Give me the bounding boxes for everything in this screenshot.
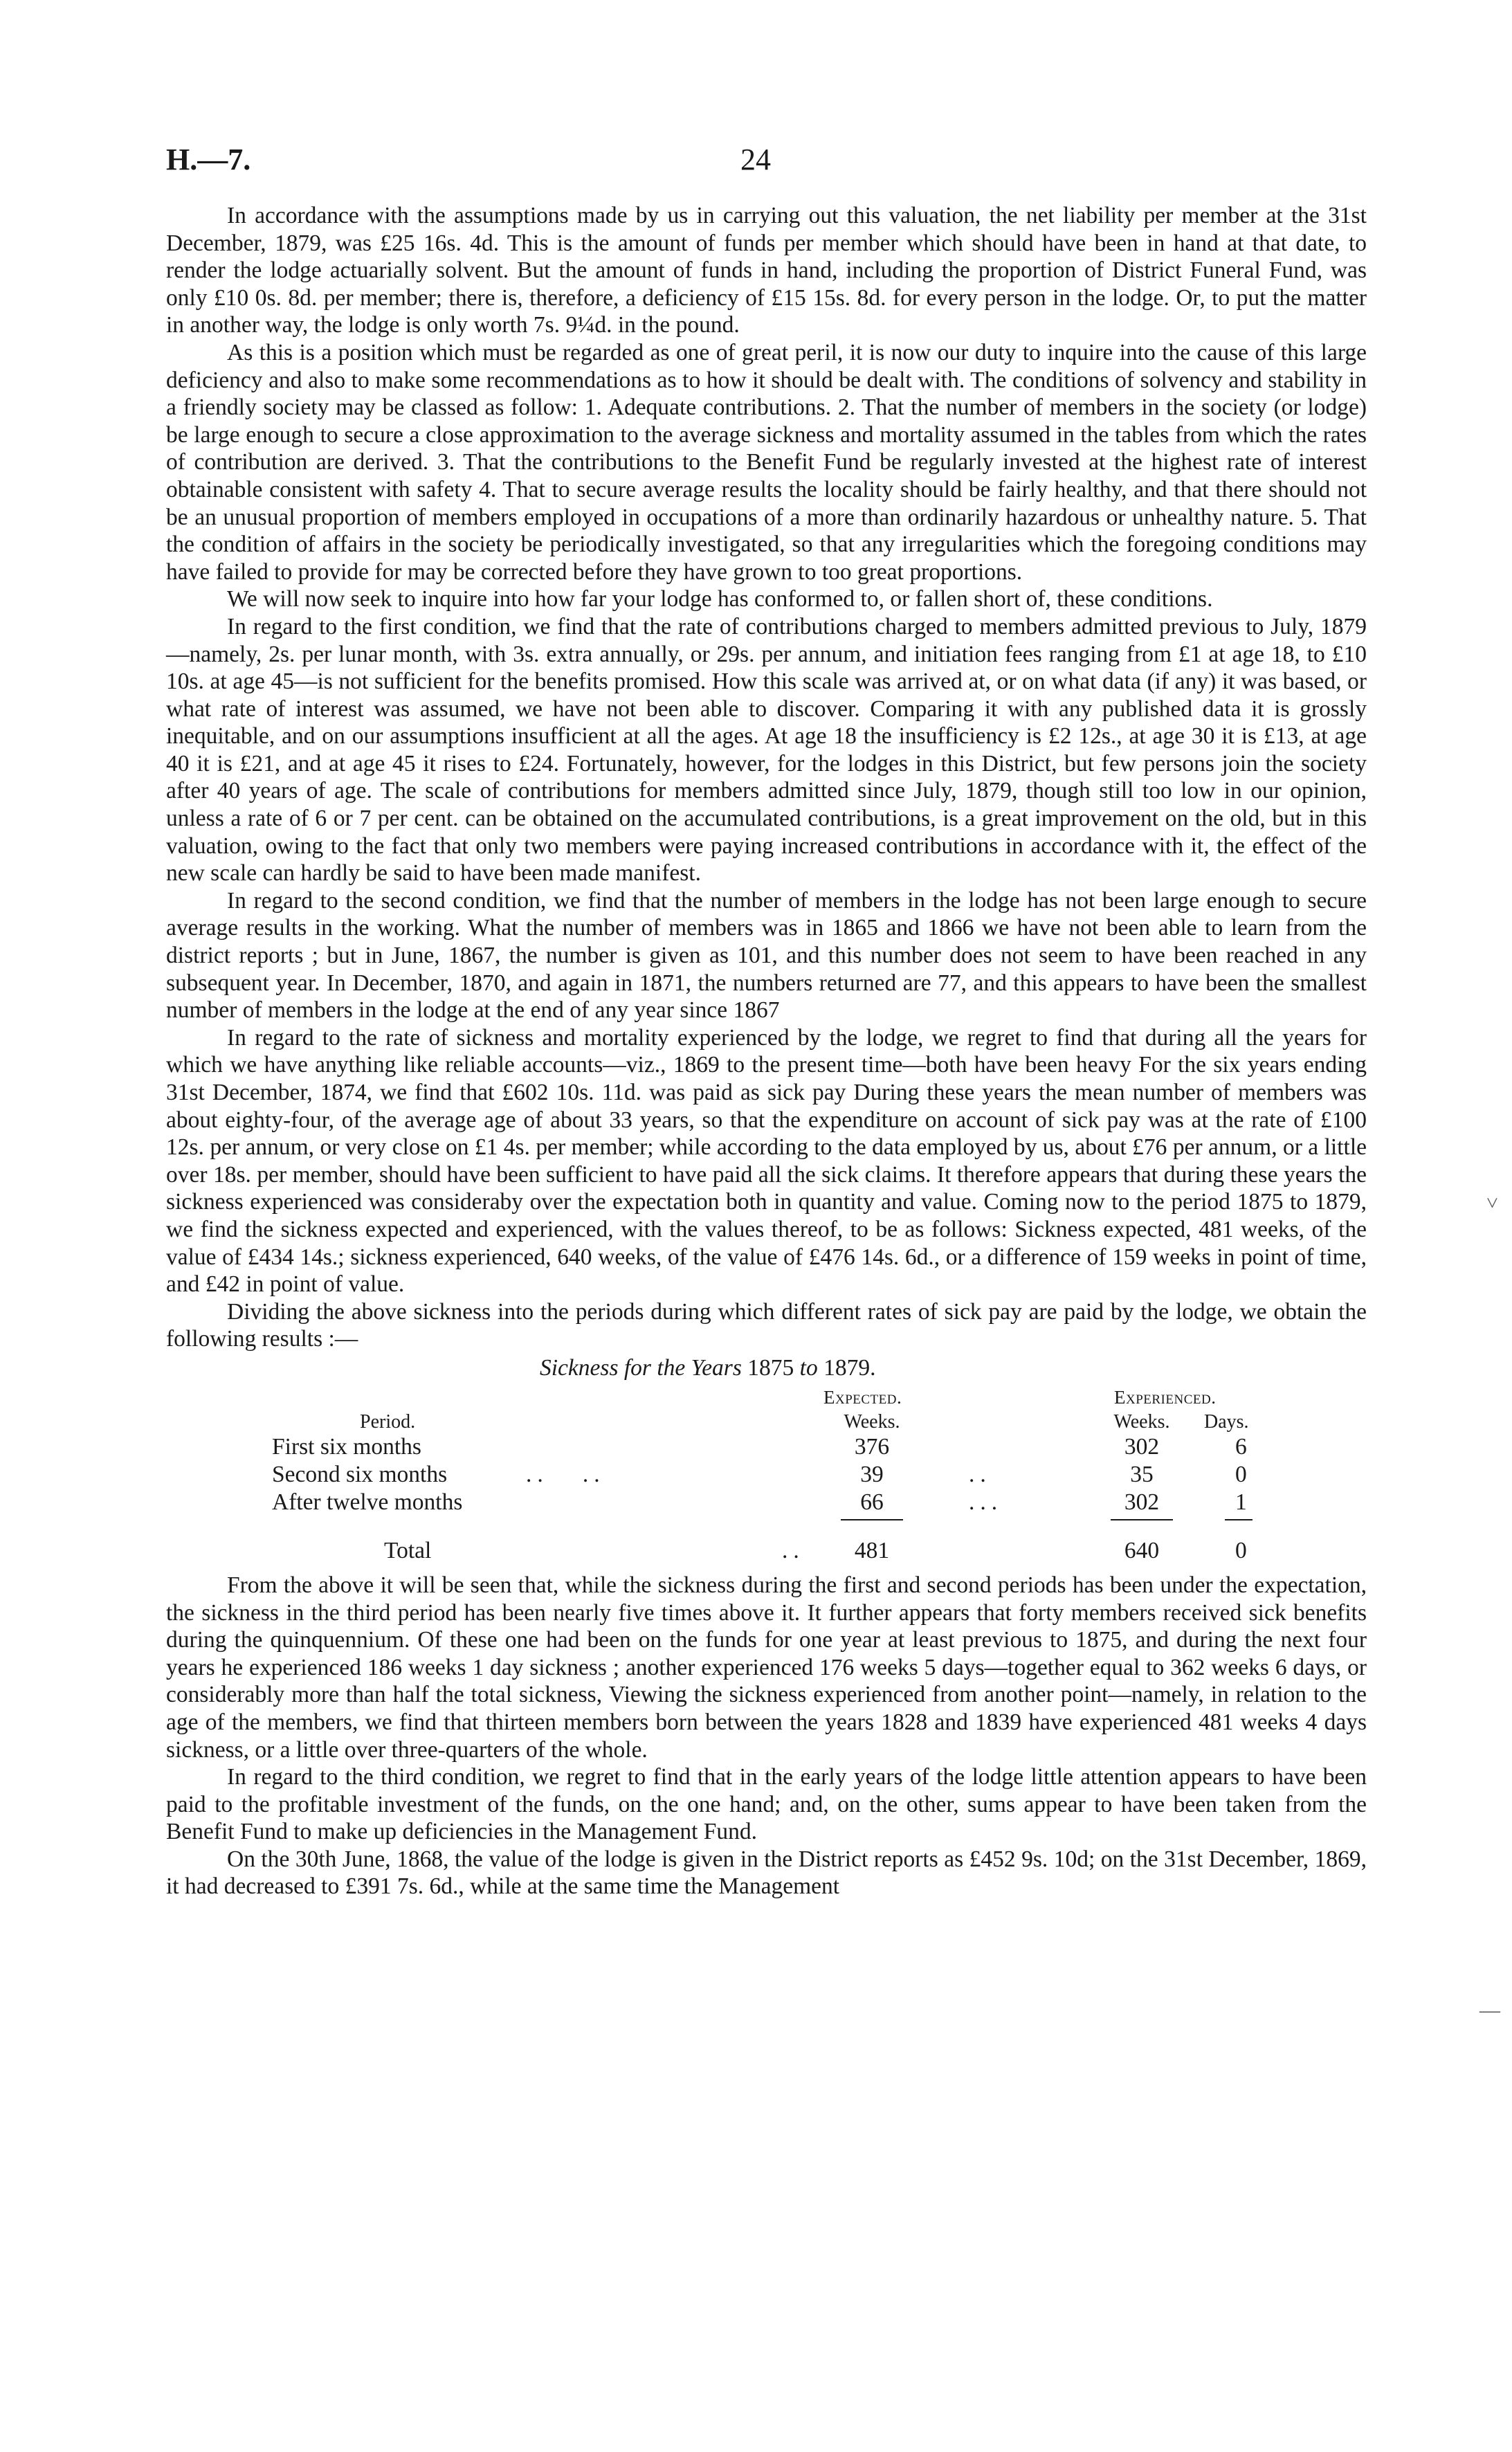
paragraph-lodge-value: On the 30th June, 1868, the value of the lodge is given in the District reports as £452 9s. 10d; on the 31st December, 1869, it had decreased to £391 7s. 6d., while at the same time the Management [166,1846,1367,1900]
total-experienced-days: 0 [1235,1537,1247,1563]
page-header [166,142,1356,183]
total-rule [1225,1519,1253,1520]
total-rule [841,1519,903,1520]
expected-weeks-heading: Weeks. [844,1410,900,1433]
leader-dots: .. .. [526,1461,605,1487]
row-expected-weeks: 376 [854,1433,890,1460]
row-experienced-weeks: 35 [1130,1461,1154,1487]
table-caption-prefix: Sickness for the Years [540,1354,742,1381]
row-period: After twelve months [272,1489,463,1515]
total-label: Total [384,1537,432,1563]
row-experienced-weeks: 302 [1124,1433,1160,1460]
page-code: H.—7. [166,143,251,176]
paragraph-sickness-mortality: In regard to the rate of sickness and mortality experienced by the lodge, we regret to find that during all the years for which we have anything like reliable accounts—viz., 1869 to the present time—both have been heavy For the six years ending 31st December, 1874, we find that £602 10s. 11d. was paid as sick pay During these years the mean number of members was about eighty-four, of the average age of about 33 years, so that the expenditure on account of sick pay was at the rate of £100 12s. per annum, or very close on £1 4s. per member; while according to the data employed by us, about £76 per annum, or a little over 18s. per member, should have been sufficient to have paid all the sick claims. It therefore appears that during these years the sickness experienced was consideraby over the expectation both in quantity and value. Coming now to the period 1875 to 1879, we find the sickness expected and experienced, with the values thereof, to be as follows: Sickness expected, 481 weeks, of the value of £434 14s.; sickness experienced, 640 weeks, of the value of £476 14s. 6d., or a difference of 159 weeks in point of time, and £42 in point of value. [166,1024,1367,1298]
experienced-weeks-heading: Weeks. [1113,1410,1170,1433]
row-experienced-weeks: 302 [1124,1489,1160,1515]
leader-dots: .. [782,1537,805,1563]
total-expected-weeks: 481 [854,1537,890,1563]
margin-mark: — [1479,1999,1500,2022]
leader-dots: .. [969,1461,992,1487]
table-caption-to: to [799,1354,818,1381]
experienced-days-heading: Days. [1204,1410,1249,1433]
paragraph-first-condition: In regard to the first condition, we find that the rate of contributions charged to members admitted previous to July, 1879—namely, 2s. per lunar month, with 3s. extra annually, or 29s. per annum, and initiation fees ranging from £1 at age 18, to £10 10s. at age 45—is not sufficient for the benefits promised. How this scale was arrived at, or on what data (if any) it was based, or what rate of interest was assumed, we have not been able to discover. Comparing it with any published data it is grossly inequitable, and on our assumptions insufficient at all the ages. At age 18 the insufficiency is £2 12s., at age 30 it is £13, at age 40 it is £21, and at age 45 it rises to £24. Fortunately, however, for the lodges in this District, but few persons join the society after 40 years of age. The scale of contributions for members admitted since July, 1879, though still too low in our opinion, unless a rate of 6 or 7 per cent. can be obtained on the accumulated contributions, is a great improvement on the old, but in this valuation, owing to the fact that only two members were paying increased contributions in accordance with it, the effect of the new scale can hardly be said to have been made manifest. [166,613,1367,887]
leader-dots: ... [969,1489,1003,1515]
total-rule [1111,1519,1173,1520]
paragraph-conditions-of-solvency: As this is a position which must be regarded as one of great peril, it is now our duty to inquire into the cause of this large deficiency and also to make some recommendations as to how it should be dealt with. The conditions of solvency and stability in a friendly society may be classed as follow: 1. Adequate contributions. 2. That the number of members in the society (or lodge) be large enough to secure a close approximation to the average sickness and mortality assumed in the tables from which the rates of contribution are derived. 3. That the contributions to the Benefit Fund be regularly invested at the highest rate of interest obtainable consistent with safety 4. That to secure average results the locality should be fairly healthy, and that there should not be an unusual proportion of members employed in occupations of a more than ordinarily hazardous or unhealthy nature. 5. That the condition of affairs in the society be periodically investigated, so that any irregularities which the foregoing conditions may have failed to provide for may be corrected before they have grown to too great proportions. [166,339,1367,585]
paragraph-inquiry: We will now seek to inquire into how far your lodge has conformed to, or fallen short of, these conditions. [227,586,1213,612]
sickness-table [166,1353,1367,1572]
period-heading: Period. [360,1410,416,1433]
row-experienced-days: 1 [1235,1489,1247,1515]
row-period: Second six months [272,1461,448,1487]
total-experienced-weeks: 640 [1124,1537,1160,1563]
paragraph-second-condition: In regard to the second condition, we find that the number of members in the lodge has not been large enough to secure average results in the working. What the number of members was in 1865 and 1866 we have not been able to learn from the district reports ; but in June, 1867, the number is given as 101, and this number does not seem to have been reached in any subsequent year. In December, 1870, and again in 1871, the numbers returned are 77, and this appears to have been the smallest number of members in the lodge at the end of any year since 1867 [166,887,1367,1024]
table-caption [540,1354,875,1382]
paragraph-net-liability: In accordance with the assumptions made by us in carrying out this valuation, the net liability per member at the 31st December, 1879, was £25 16s. 4d. This is the amount of funds per member which should have been in hand at that date, to render the lodge actuarially solvent. But the amount of funds in hand, including the proportion of District Funeral Fund, was only £10 0s. 8d. per member; there is, therefore, a deficiency of £15 15s. 8d. for every person in the lodge. Or, to put the matter in another way, the lodge is only worth 7s. 9¼d. in the pound. [166,203,1367,338]
table-caption-start-year: 1875 [747,1354,794,1381]
page-number: 24 [740,143,771,176]
expected-heading: Expected. [823,1386,902,1408]
experienced-heading: Experienced. [1114,1386,1217,1408]
table-caption-end-year: 1879. [823,1354,876,1381]
row-expected-weeks: 39 [860,1461,884,1487]
margin-mark: ˅ [1486,1192,1498,1215]
row-expected-weeks: 66 [860,1489,884,1515]
paragraph-third-condition: In regard to the third condition, we regret to find that in the early years of the lodge little attention appears to have been paid to the profitable investment of the funds, on the one hand; and, on the other, sums appear to have been taken from the Benefit Fund to make up deficiencies in the Management Fund. [166,1764,1367,1845]
row-experienced-days: 6 [1235,1433,1247,1460]
paragraph-dividing-sickness: Dividing the above sickness into the periods during which different rates of sick pay are paid by the lodge, we obtain the following results :— [166,1298,1367,1352]
row-period: First six months [272,1433,421,1460]
paragraph-sickness-analysis: From the above it will be seen that, while the sickness during the first and second periods has been under the expectation, the sickness in the third period has been nearly five times above it. It further appears that forty members received sick benefits during the quinquennium. Of these one had been on the funds for one year at least previous to 1875, and during the next four years he experienced 186 weeks 1 day sickness ; another experienced 176 weeks 5 days—together equal to 362 weeks 6 days, or considerably more than half the total sickness, Viewing the sickness experienced from another point—namely, in relation to the age of the members, we find that thirteen members born between the years 1828 and 1839 have experienced 481 weeks 4 days sickness, or a little over three-quarters of the whole. [166,1572,1367,1763]
row-experienced-days: 0 [1235,1461,1247,1487]
page-body [166,202,1367,1900]
